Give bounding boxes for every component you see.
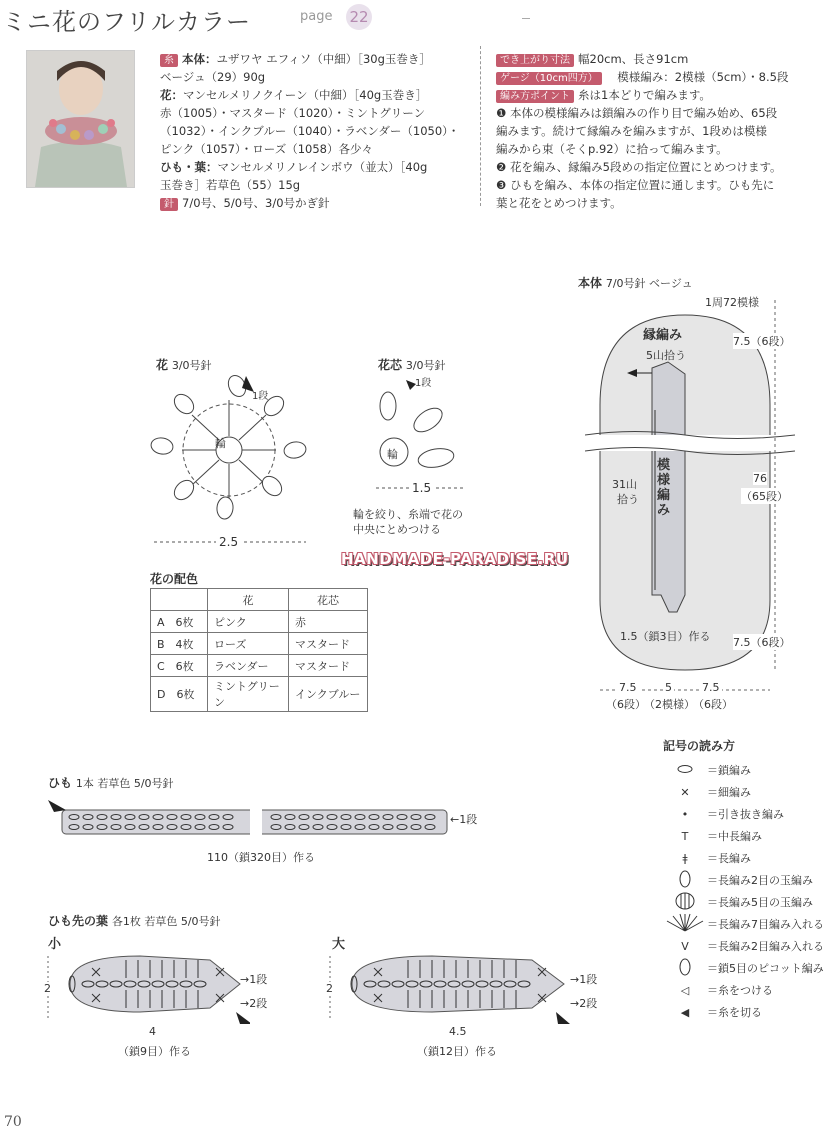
center-note-1: 輪を絞り、糸端で花の: [353, 508, 463, 521]
gauge-tag: ゲージ（10cm四方）: [496, 72, 602, 85]
flower-diagram: [146, 370, 316, 550]
legend-text: ＝中長編み: [707, 830, 762, 843]
legend-item: [663, 1001, 833, 1023]
half-double-symbol-icon: T: [681, 829, 689, 843]
bobble2-symbol-icon: [663, 869, 707, 892]
cord-title-text: ひも: [48, 776, 73, 790]
leaf-large-row2: →2段: [570, 997, 598, 1010]
body-w2-rows: （2模様）: [644, 698, 695, 711]
body-w2: 5: [665, 681, 672, 694]
body-pattern-label: 模様編み: [657, 458, 671, 518]
leaf-large-chain: （鎖12目）作る: [417, 1045, 497, 1058]
body-bottom-dim: 7.5（6段）: [733, 636, 791, 649]
body-pick5-label: 5山拾う: [646, 349, 686, 362]
table-row: [151, 677, 368, 712]
legend-text: ＝長編み7目編み入れる: [707, 918, 824, 931]
cord-length: 110（鎖320目）作る: [204, 849, 318, 865]
body-pick31-b: 拾う: [617, 493, 639, 506]
table-cell: マスタード: [289, 655, 368, 677]
body-around-label: 1周72模様: [705, 296, 759, 309]
bobble5-symbol-svg: [674, 891, 696, 911]
color-table-header: [151, 589, 208, 611]
legend-title: 記号の読み方: [663, 739, 736, 753]
legend-text: ＝細編み: [707, 786, 751, 799]
legend-item: [663, 957, 833, 979]
leaf-large-label: 大: [332, 937, 346, 952]
step-line: ❸ ひもを編み、本体の指定位置に通します。ひも先に: [496, 178, 775, 192]
color-table-header: 花芯: [289, 589, 368, 611]
gauge-value: 模様編み：2模様（5cm）・8.5段: [617, 70, 789, 84]
materials-line: マンセルメリノクイーン（中細）［40g玉巻き］: [183, 88, 428, 102]
column-divider: [480, 46, 481, 206]
center-width: 1.5: [409, 481, 434, 495]
leaf-small-row1: →1段: [240, 973, 268, 986]
double-crochet-symbol-icon: ǂ: [682, 851, 688, 865]
table-cell: 赤: [289, 611, 368, 633]
step-line: 葉と花をとめつけます。: [496, 196, 622, 210]
body-needle: 7/0号針 ベージュ: [605, 277, 693, 290]
step-line: ❷ 花を編み、縁編み5段めの指定位置にとめつけます。: [496, 160, 782, 174]
page-number-badge: 22: [346, 4, 372, 30]
legend-item: [663, 825, 833, 847]
legend-text: ＝鎖編み: [707, 764, 751, 777]
flower-needle: 3/0号針: [171, 359, 212, 372]
watermark: HANDMADE-PARADISE.RU: [341, 550, 569, 568]
legend-item: [663, 891, 833, 913]
center-needle: 3/0号針: [405, 359, 446, 372]
table-cell: ローズ: [208, 633, 289, 655]
leaf-sub: 各1枚 若草色 5/0号針: [111, 915, 221, 928]
materials-line: （1032）・インクブルー（1040）・ラベンダー（1050）・: [160, 124, 460, 138]
materials-needles: 7/0号、5/0号、3/0号かぎ針: [182, 196, 330, 210]
specs-block: [496, 50, 826, 212]
body-diagram: [585, 300, 795, 720]
step-line: 編みから束（そくp.92）に拾って編みます。: [496, 142, 728, 156]
cord-title: [48, 774, 174, 791]
shell7-symbol-icon: [663, 913, 707, 936]
join-yarn-symbol-icon: ◁: [680, 983, 690, 997]
legend-text: ＝鎖5目のピコット編み: [707, 962, 824, 975]
picot-symbol-svg: [678, 957, 692, 977]
size-tag: でき上がり寸法: [496, 54, 574, 67]
center-ring-label: 輪: [387, 448, 398, 461]
materials-line: マンセルメリノレインボウ（並太）［40g: [217, 160, 428, 174]
body-length: 76: [753, 472, 767, 485]
body-chain-label: 1.5（鎖3目）作る: [620, 630, 711, 643]
needle-tag: 針: [160, 198, 178, 211]
legend-item: [663, 847, 833, 869]
materials-flower-label: 花：: [160, 88, 183, 102]
leaf-title: [48, 912, 221, 929]
body-length-rows: （65段）: [741, 490, 788, 503]
increase2-symbol-icon: V: [681, 939, 689, 953]
chain-symbol-svg: [675, 764, 695, 774]
cord-row1: ←1段: [450, 813, 478, 826]
color-table-header: 花: [208, 589, 289, 611]
center-note-2: 中央にとめつける: [353, 523, 441, 536]
leaf-small-height: 2: [44, 982, 51, 995]
flower-width: 2.5: [216, 535, 241, 549]
symbol-legend: [663, 737, 833, 1023]
materials-line: ピンク（1057）・ローズ（1058）各少々: [160, 142, 373, 156]
page-label: page: [300, 9, 333, 24]
legend-item: [663, 869, 833, 891]
body-w1-rows: （6段）: [606, 698, 646, 711]
model-photo: [26, 50, 135, 188]
flower-title-text: 花: [156, 358, 169, 372]
shell7-symbol-svg: [665, 913, 705, 933]
leaf-small-label: 小: [48, 937, 62, 952]
finished-size: 幅20cm、長さ91cm: [578, 52, 689, 66]
materials-body-label: 本体：: [182, 52, 217, 66]
leaf-title-text: ひも先の葉: [48, 914, 109, 928]
materials-line: ユザワヤ エフィソ（中細）［30g玉巻き］: [216, 52, 431, 66]
slip-stitch-symbol-icon: •: [681, 807, 689, 821]
table-cell: ミントグリーン: [208, 677, 289, 712]
step-line: ❶ 本体の模様編みは鎖編みの作り目で編み始め、65段: [496, 106, 778, 120]
cord-diagram: [46, 796, 466, 842]
legend-text: ＝糸を切る: [707, 1006, 762, 1019]
body-title-text: 本体: [578, 276, 603, 290]
table-cell: A 6枚: [151, 611, 208, 633]
body-edge-label: 縁編み: [643, 328, 683, 343]
leaf-small-chain: （鎖9目）作る: [118, 1045, 191, 1058]
flower-ring-label: 輪: [215, 437, 226, 450]
table-row: [151, 633, 368, 655]
bobble5-symbol-icon: [663, 891, 707, 914]
body-w3: 7.5: [702, 681, 720, 694]
legend-text: ＝糸をつける: [707, 984, 773, 997]
legend-item: [663, 781, 833, 803]
table-cell: B 4枚: [151, 633, 208, 655]
materials-cord-label: ひも・葉：: [160, 160, 218, 174]
materials-line: 玉巻き］若草色（55）15g: [160, 178, 301, 192]
leaf-large-row1: →1段: [570, 973, 598, 986]
step-line: 編みます。続けて縁編みを編みますが、1段めは模様: [496, 124, 767, 138]
legend-item: [663, 913, 833, 935]
legend-text: ＝長編み2目編み入れる: [707, 940, 824, 953]
legend-text: ＝長編み: [707, 852, 751, 865]
table-cell: C 6枚: [151, 655, 208, 677]
bobble2-symbol-svg: [678, 869, 692, 889]
body-top-dim: 7.5（6段）: [733, 335, 791, 348]
legend-item: [663, 803, 833, 825]
body-w3-rows: （6段）: [693, 698, 733, 711]
legend-text: ＝長編み2目の玉編み: [707, 874, 813, 887]
body-pick31-a: 31山: [612, 478, 637, 491]
table-cell: D 6枚: [151, 677, 208, 712]
table-cell: インクブルー: [289, 677, 368, 712]
legend-item: [663, 935, 833, 957]
table-cell: ピンク: [208, 611, 289, 633]
leaf-small-diagram: [40, 948, 250, 1028]
body-w1: 7.5: [619, 681, 637, 694]
cut-yarn-symbol-icon: ◀: [680, 1005, 690, 1019]
leaf-large-diagram: [322, 948, 572, 1028]
single-crochet-symbol-icon: ✕: [680, 785, 690, 799]
center-row1-label: 1段: [415, 378, 432, 389]
table-cell: ラベンダー: [208, 655, 289, 677]
divider: [522, 18, 530, 19]
points-tag: 編み方ポイント: [496, 90, 574, 103]
page-footer-number: 70: [4, 1114, 22, 1130]
leaf-small-row2: →2段: [240, 997, 268, 1010]
table-row: [151, 611, 368, 633]
leaf-small-width: 4: [146, 1025, 159, 1038]
flower-row1-label: 1段: [252, 391, 269, 402]
chain-symbol-icon: [663, 764, 707, 777]
color-table-title: 花の配色: [150, 572, 199, 586]
legend-item: [663, 979, 833, 1001]
points-intro: 糸は1本どりで編みます。: [578, 88, 711, 102]
materials-line: ベージュ（29）90g: [160, 70, 266, 84]
model-photo-illustration: [27, 51, 134, 187]
body-title: [578, 274, 693, 291]
cord-sub: 1本 若草色 5/0号針: [75, 777, 174, 790]
legend-text: ＝長編み5目の玉編み: [707, 896, 813, 909]
table-row: [151, 655, 368, 677]
materials-block: [160, 50, 470, 212]
leaf-large-width: 4.5: [446, 1025, 470, 1038]
leaf-large-height: 2: [326, 982, 333, 995]
picot-symbol-icon: [663, 957, 707, 980]
yarn-tag: 糸: [160, 54, 178, 67]
legend-text: ＝引き抜き編み: [707, 808, 784, 821]
page-title: ミニ花のフリルカラー: [2, 8, 252, 36]
materials-line: 赤（1005）・マスタード（1020）・ミントグリーン: [160, 106, 426, 120]
legend-item: [663, 759, 833, 781]
center-title-text: 花芯: [378, 358, 403, 372]
color-table: [150, 588, 368, 712]
table-cell: マスタード: [289, 633, 368, 655]
